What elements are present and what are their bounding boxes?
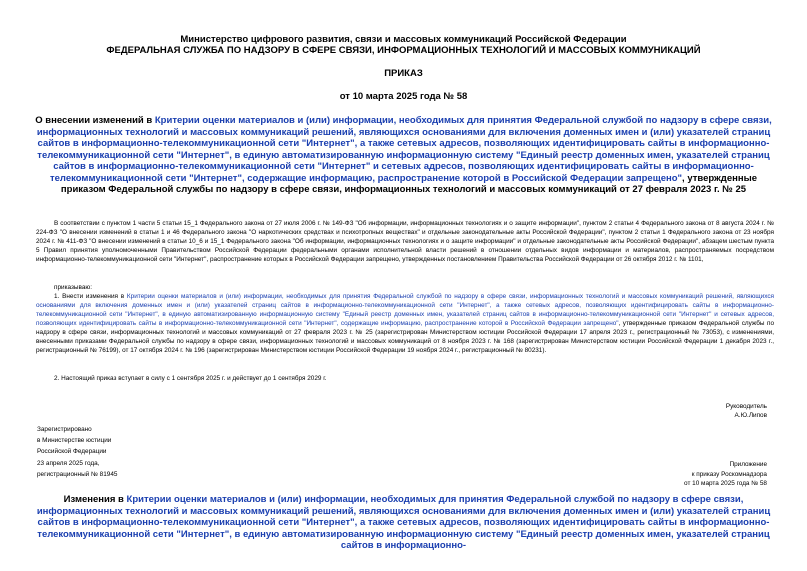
appendix-title-prefix: Изменения в bbox=[63, 494, 127, 505]
appendix-title bbox=[30, 494, 777, 552]
registration-line: регистрационный № 81945 bbox=[37, 470, 118, 478]
clause-1-paragraph bbox=[36, 292, 774, 355]
clause-1-criteria-link[interactable]: Критерии оценки материалов и (или) информации, необходимых для принятия Федеральной службой по надзору в сфере связи, информационных технологий и массовых коммуникаций решений, являющихся основаниями для включения доменных имен и (или) указателей страниц сайтов в информационно-телекоммуникационной сети "Интернет", а также сетевых адресов, позволяющих идентифицировать сайты в информационно-телекоммуникационной сети "Интернет", в единую автоматизированную информационную систему "Единый реестр доменных имен, указателей страниц сайтов в информационно-телекоммуникационной сети "Интернет" и сетевых адресов, позволяющих идентифицировать сайты в информационно-телекоммуникационной сети "Интернет", содержащие информацию, распространение которой в Российской Федерации запрещено" bbox=[36, 293, 774, 327]
appendix-reference bbox=[684, 460, 767, 489]
registration-line: Зарегистрировано bbox=[37, 426, 92, 433]
appendix-line: к приказу Роскомнадзора bbox=[691, 470, 767, 478]
service-name: ФЕДЕРАЛЬНАЯ СЛУЖБА ПО НАДЗОРУ В СФЕРЕ СВЯЗИ, ИНФОРМАЦИОННЫХ ТЕХНОЛОГИЙ И МАССОВЫХ КОММУНИКАЦИЙ bbox=[106, 45, 701, 56]
ministry-name: Министерство цифрового развития, связи и массовых коммуникаций Российской Федерации bbox=[180, 34, 627, 45]
registration-line: 23 апреля 2025 года, bbox=[37, 459, 100, 467]
decree-word: приказываю: bbox=[54, 284, 92, 291]
signatory-name: А.Ю.Липов bbox=[734, 412, 767, 419]
preamble-paragraph: В соответствии с пунктом 1 части 5 статьи 15_1 Федерального закона от 27 июля 2006 г. № 149-ФЗ "Об информации, информационных технологиях и о защите информации", пунктом 2 статьи 4 Федерального закона от 8 августа 2024 г. № 224-ФЗ "О внесении изменений в статьи 1 и 46 Федерального закона "О наркотических средствах и психотропных веществах" и отдельные законодательные акты Российской Федерации", пунктом 2 статьи 1 Федерального закона от 23 ноября 2024 г. № 411-ФЗ "О внесении изменений в статьи 10_6 и 15_1 Федерального закона "Об информации, информационных технологиях и о защите информации" и отдельные законодательные акты Российской Федерации", абзацем шестым пункта 5 Правил принятия уполномоченными Правительством Российской Федерации федеральными органами исполнительной власти решений в отношении отдельных видов информации и материалов, распространяемых посредством информационно-телекоммуникационной сети "Интернет", распространение которых в Российской Федерации запрещено, утвержденных постановлением Правительства Российской Федерации от 26 октября 2012 г. № 1101, bbox=[36, 220, 774, 263]
clause-1-suffix: , утвержденные приказом Федеральной службы по надзору в сфере связи, информационных технологий и массовых коммуникаций от 27 февраля 2023 г. № 25 (зарегистрирован Министерством юстиции Российской Федерации 17 апреля 2023 г., регистрационный № 73053), с изменениями, внесенными приказами Федеральной службы по надзору в сфере связи, информационных технологий и массовых коммуникаций от 8 ноября 2023 г. № 168 (зарегистрирован Министерством юстиции Российской Федерации 1 декабря 2023 г., регистрационный № 76199), от 17 октября 2024 г. № 196 (зарегистрирован Министерством юстиции Российской Федерации 19 ноября 2024 г., регистрационный № 80231). bbox=[36, 320, 774, 354]
document-title bbox=[30, 115, 777, 196]
title-suffix: , утвержденные приказом Федеральной службы по надзору в сфере связи, информационных технологий и массовых коммуникаций от 27 февраля 2023 г. № 25 bbox=[60, 172, 757, 195]
document-type: ПРИКАЗ bbox=[384, 68, 423, 79]
appendix-line: Приложение bbox=[729, 461, 767, 468]
criteria-link[interactable]: Критерии оценки материалов и (или) информации, необходимых для принятия Федеральной службой по надзору в сфере связи, информационных технологий и массовых коммуникаций решений, являющихся основаниями для включения доменных имен и (или) указателей страниц сайтов в информационно-телекоммуникационной сети "Интернет", а также сетевых адресов, позволяющих идентифицировать сайты в информационно-телекоммуникационной сети "Интернет", в единую автоматизированную информационную систему "Единый реестр доменных имен, указателей страниц сайтов в информационно-телекоммуникационной сети "Интернет" и сетевых адресов, позволяющих идентифицировать сайты в информационно-телекоммуникационной сети "Интернет", содержащие информацию, распространение которой в Российской Федерации запрещено" bbox=[36, 115, 772, 184]
appendix-line: от 10 марта 2025 года № 58 bbox=[684, 480, 767, 487]
registration-line: в Министерстве юстиции bbox=[37, 437, 112, 445]
title-prefix: О внесении изменений в bbox=[35, 115, 155, 126]
clause-2-paragraph: 2. Настоящий приказ вступает в силу с 1 сентября 2025 г. и действует до 1 сентября 2029 г. bbox=[54, 375, 327, 382]
appendix-criteria-link[interactable]: Критерии оценки материалов и (или) информации, необходимых для принятия Федеральной службой по надзору в сфере связи, информационных технологий и массовых коммуникаций решений, являющихся основаниями для включения доменных имен и (или) указателей страниц сайтов в информационно-телекоммуникационной сети "Интернет", а также сетевых адресов, позволяющих идентифицировать сайты в информационно-телекоммуникационной сети "Интернет", в единую автоматизированную информационную систему "Единый реестр доменных имен, указателей страниц сайтов в информационно- bbox=[36, 494, 771, 551]
clause-1-prefix: 1. Внести изменения в bbox=[54, 293, 127, 300]
registration-line: Российской Федерации bbox=[37, 448, 107, 456]
registration-block bbox=[37, 424, 117, 480]
document-date-number: от 10 марта 2025 года № 58 bbox=[339, 91, 468, 102]
signatory-role: Руководитель bbox=[725, 403, 767, 410]
